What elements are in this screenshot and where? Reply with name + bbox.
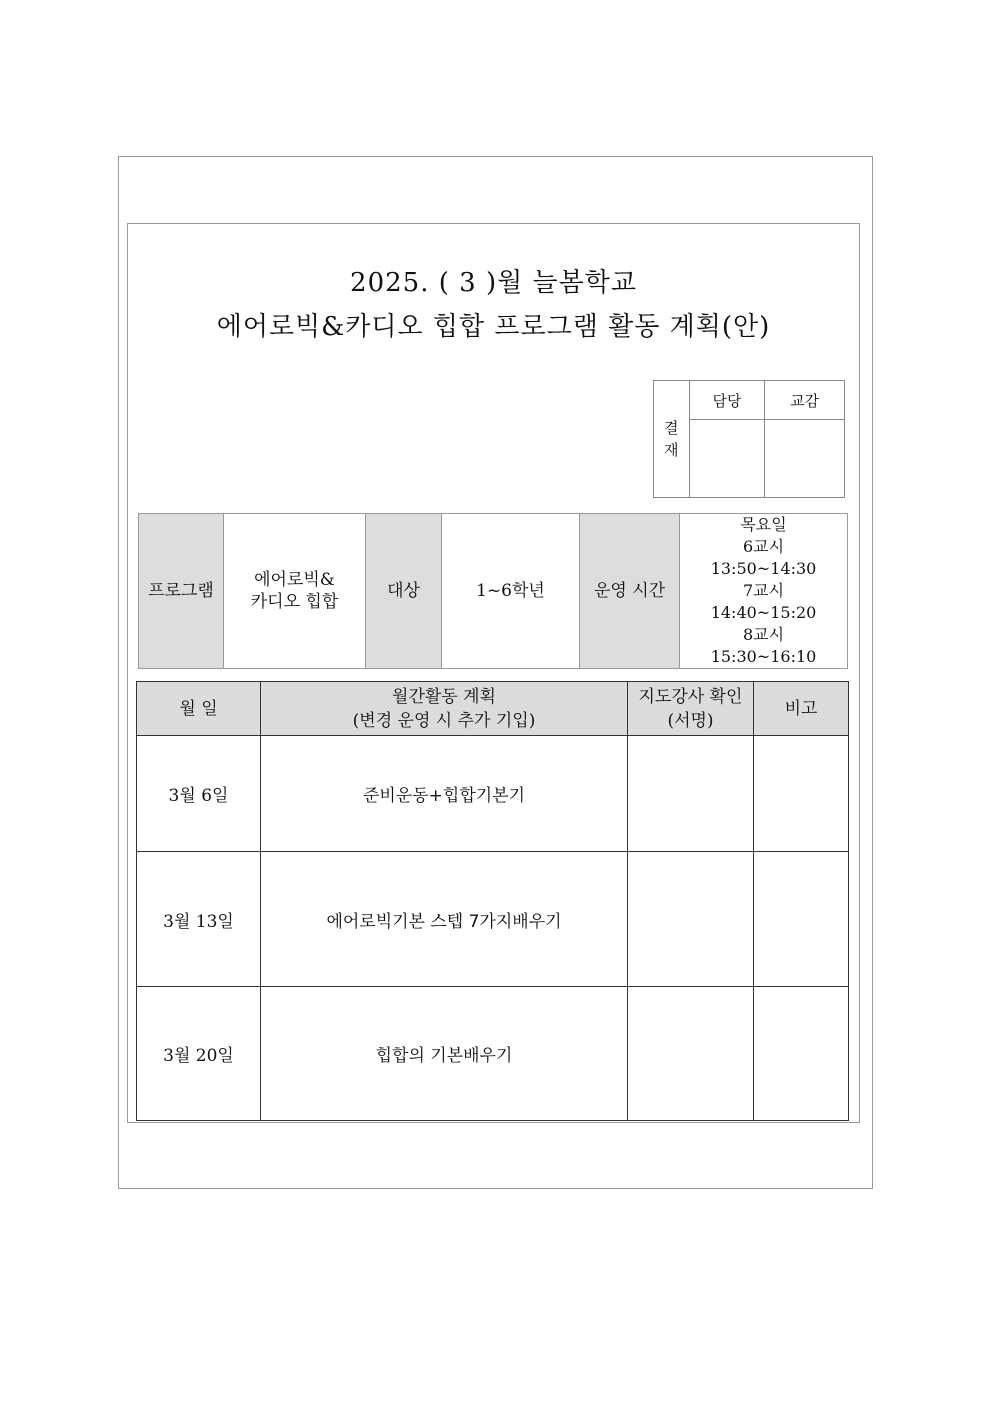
header-note: 비고	[754, 682, 849, 736]
header-activity-line-2: (변경 운영 시 추가 기입)	[352, 710, 536, 731]
row-sign[interactable]	[628, 987, 754, 1121]
time-line: 13:50~14:30	[710, 559, 817, 578]
time-value	[680, 514, 848, 669]
header-date: 월 일	[137, 682, 261, 736]
target-label: 대상	[366, 514, 442, 669]
approval-box	[653, 380, 845, 498]
row-activity: 힙합의 기본배우기	[261, 987, 628, 1121]
time-line: 목요일	[740, 515, 787, 534]
target-value: 1~6학년	[442, 514, 580, 669]
approval-sign-manager[interactable]	[689, 420, 765, 498]
monthly-plan-table	[136, 681, 849, 1121]
document-title-line-1: 2025. ( 3 )월 늘봄학교	[350, 268, 637, 298]
row-sign[interactable]	[628, 736, 754, 852]
row-activity: 에어로빅기본 스텝 7가지배우기	[261, 852, 628, 987]
header-instructor-line-2: (서명)	[667, 710, 714, 731]
approval-side-label-1: 결	[664, 419, 679, 437]
document-title-line-2: 에어로빅&카디오 힙합 프로그램 활동 계획(안)	[216, 312, 771, 342]
header-activity-line-1: 월간활동 계획	[392, 686, 496, 707]
time-label: 운영 시간	[580, 514, 680, 669]
time-line: 8교시	[742, 625, 785, 644]
row-date: 3월 6일	[137, 736, 261, 852]
header-instructor-line-1: 지도강사 확인	[638, 686, 743, 707]
program-value	[224, 514, 366, 669]
row-date: 3월 20일	[137, 987, 261, 1121]
row-note[interactable]	[754, 987, 849, 1121]
approval-side-label-2: 재	[664, 441, 679, 459]
time-line: 15:30~16:10	[710, 647, 817, 666]
row-activity: 준비운동+힙합기본기	[261, 736, 628, 852]
approval-col-manager: 담당	[689, 381, 765, 420]
table-row	[137, 987, 849, 1121]
time-line: 7교시	[742, 581, 785, 600]
approval-col-vice-principal: 교감	[765, 381, 845, 420]
program-value-line-2: 카디오 힙합	[250, 592, 339, 612]
approval-side-label	[654, 381, 690, 498]
header-activity	[261, 682, 628, 736]
table-row	[137, 852, 849, 987]
time-line: 6교시	[742, 537, 785, 556]
time-line: 14:40~15:20	[710, 603, 817, 622]
row-sign[interactable]	[628, 852, 754, 987]
approval-sign-vice-principal[interactable]	[765, 420, 845, 498]
row-note[interactable]	[754, 852, 849, 987]
row-date: 3월 13일	[137, 852, 261, 987]
header-instructor	[628, 682, 754, 736]
row-note[interactable]	[754, 736, 849, 852]
program-info-table	[138, 513, 848, 669]
program-value-line-1: 에어로빅&	[254, 570, 335, 590]
table-row	[137, 736, 849, 852]
program-label: 프로그램	[139, 514, 224, 669]
